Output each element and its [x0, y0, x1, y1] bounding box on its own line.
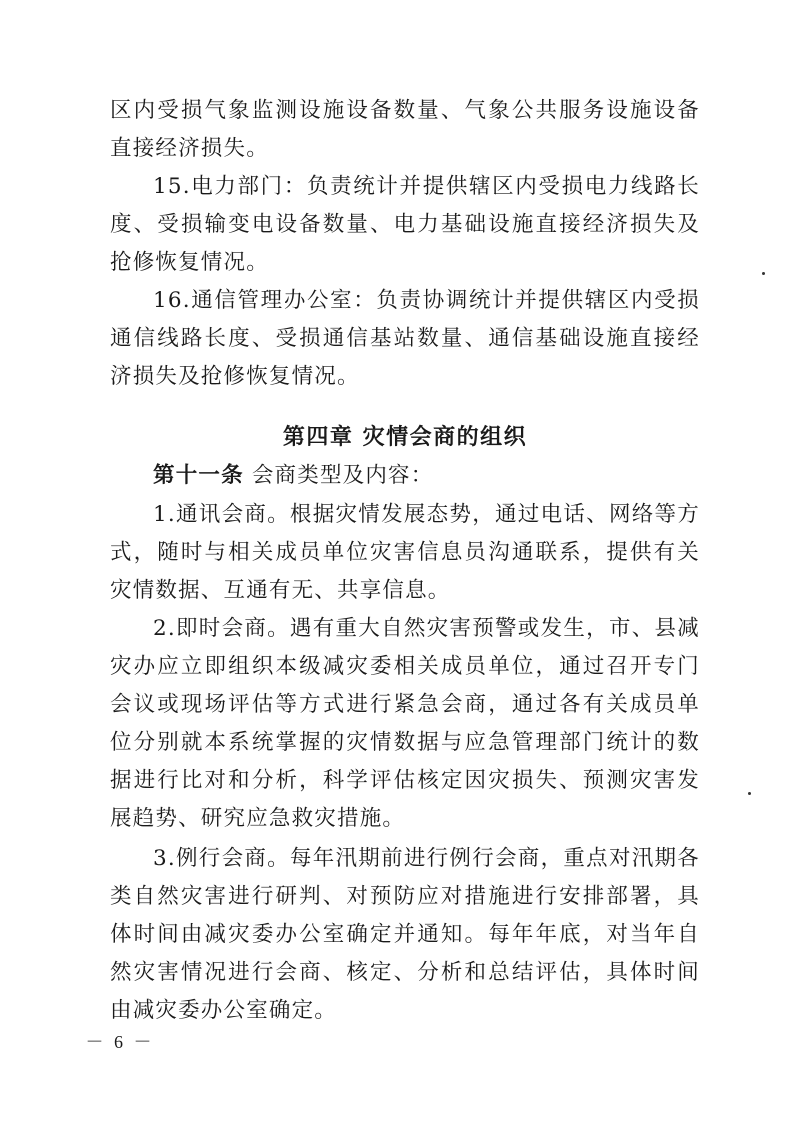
page-number: － 6 － — [85, 1032, 155, 1052]
list-item-communication-consultation: 1.通讯会商。根据灾情发展态势，通过电话、网络等方式，随时与相关成员单位灾害信息员沟通联系，提供有关灾情数据、互通有无、共享信息。 — [110, 502, 700, 603]
scan-speck — [748, 792, 751, 795]
article-heading — [153, 457, 433, 495]
paragraph-item-16: 16.通信管理办公室：负责协调统计并提供辖区内受损通信线路长度、受损通信基站数量、通信基础设施直接经济损失及抢修恢复情况。 — [110, 288, 700, 389]
scan-speck — [762, 272, 765, 275]
list-item-immediate-consultation: 2.即时会商。遇有重大自然灾害预警或发生，市、县减灾办应立即组织本级减灾委相关成员单位，通过召开专门会议或现场评估等方式进行紧急会商，通过各有关成员单位分别就本系统掌握的灾情数据与应急管理部门统计的数据进行比对和分析，科学评估核定因灾损失、预测灾害发展趋势、研究应急救灾措施。 — [110, 616, 700, 831]
article-number: 第十一条 — [153, 463, 244, 488]
chapter-heading: 第四章 灾情会商的组织 — [282, 424, 528, 450]
paragraph-continued: 区内受损气象监测设施设备数量、气象公共服务设施设备直接经济损失。 — [110, 98, 700, 161]
article-title: 会商类型及内容： — [243, 463, 434, 488]
paragraph-item-15: 15.电力部门：负责统计并提供辖区内受损电力线路长度、受损输变电设备数量、电力基础设施直接经济损失及抢修恢复情况。 — [110, 174, 700, 275]
list-item-routine-consultation: 3.例行会商。每年汛期前进行例行会商，重点对汛期各类自然灾害进行研判、对预防应对措施进行安排部署，具体时间由减灾委办公室确定并通知。每年年底，对当年自然灾害情况进行会商、核定、分析和总结评估，具体时间由减灾委办公室确定。 — [110, 846, 700, 1023]
